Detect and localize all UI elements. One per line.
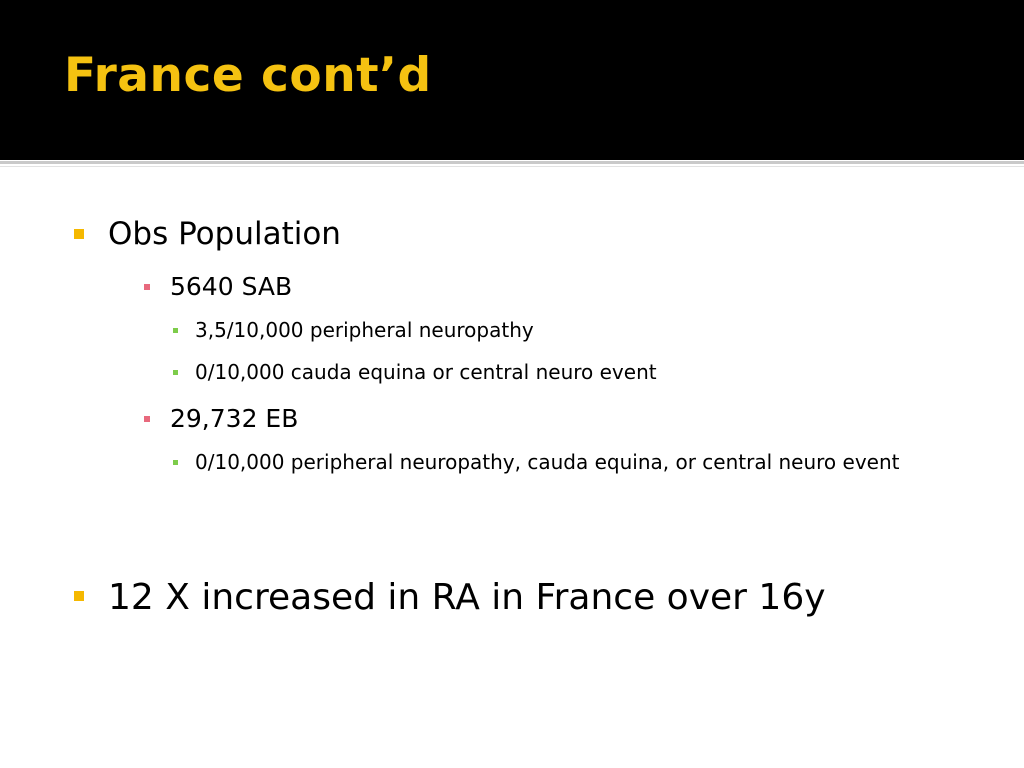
bullet-eb-neuro-events [195,446,955,479]
level2-bullet-marker [144,284,150,290]
bullet-text: 12 X increased in RA in France over 16y [108,577,826,618]
level3-bullet-marker [173,460,178,465]
level2-bullet-marker [144,416,150,422]
bullet-cauda-equina-sab [195,356,975,389]
bullet-obs-population [108,216,988,252]
level1-bullet-marker [74,591,84,601]
bullet-text: 0/10,000 cauda equina or central neuro event [195,360,657,384]
bullet-5640-sab [170,272,970,302]
title-divider [0,161,1024,164]
level1-bullet-marker [74,229,84,239]
bullet-text: 3,5/10,000 peripheral neuropathy [195,318,534,342]
bullet-text: 5640 SAB [170,272,293,301]
bullet-text: 0/10,000 peripheral neuropathy, cauda equina, or central neuro event [195,450,900,474]
bullet-29732-eb [170,404,970,434]
title-bar [0,0,1024,160]
bullet-ra-increase [108,578,988,618]
level3-bullet-marker [173,370,178,375]
slide-title: France cont’d [64,48,432,103]
bullet-peripheral-neuropathy-rate [195,314,975,347]
bullet-text: 29,732 EB [170,404,299,433]
level3-bullet-marker [173,328,178,333]
title-divider-thin [0,166,1024,167]
bullet-text: Obs Population [108,216,341,252]
